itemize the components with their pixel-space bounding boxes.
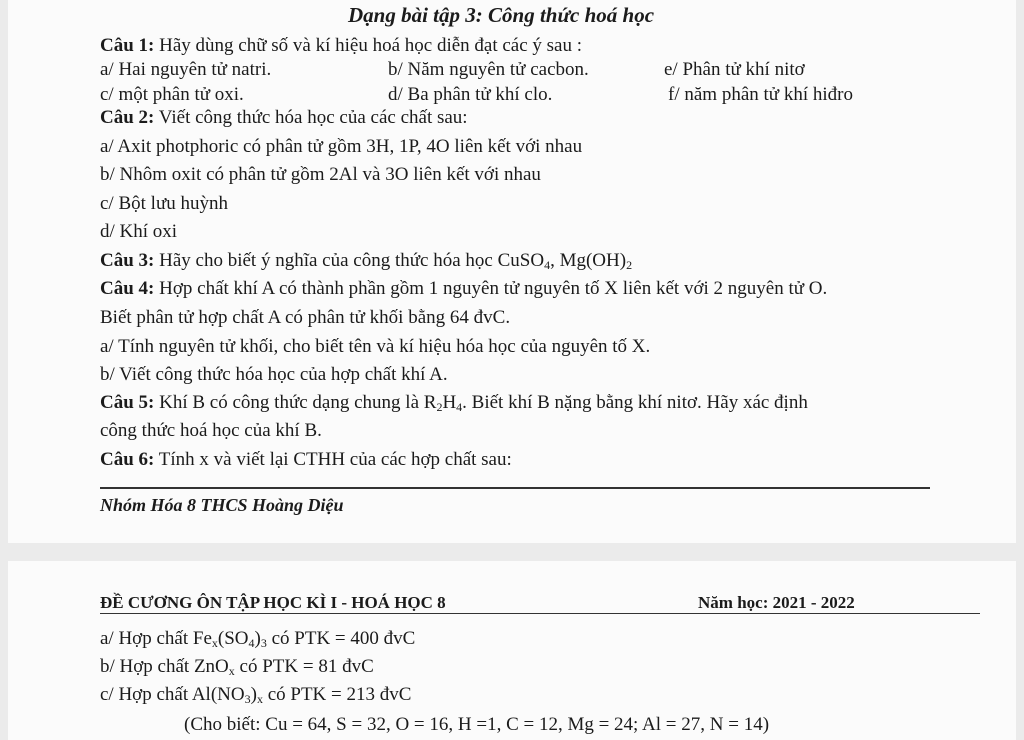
section-title: Dạng bài tập 3: Công thức hoá học xyxy=(348,3,655,27)
q2-item-b: b/ Nhôm oxit có phân tử gồm 2Al và 3O liên kết với nhau xyxy=(100,164,541,185)
q1-item-e: e/ Phân tử khí nitơ xyxy=(664,59,805,80)
q4-item-b: b/ Viết công thức hóa học của hợp chất khí A. xyxy=(100,364,448,385)
question-6: Câu 6: Tính x và viết lại CTHH của các hợp chất sau: xyxy=(100,449,512,470)
q4-line-2: Biết phân tử hợp chất A có phân tử khối bằng 64 đvC. xyxy=(100,307,511,328)
header-divider xyxy=(100,613,980,614)
outline-header: ĐỀ CƯƠNG ÔN TẬP HỌC KÌ I - HOÁ HỌC 8 xyxy=(100,593,446,612)
school-year: Năm học: 2021 - 2022 xyxy=(698,593,855,612)
question-3: Câu 3: Hãy cho biết ý nghĩa của công thức hóa học CuSO$_4$, $Mg(OH)_2$ xyxy=(100,250,633,272)
question-2: Câu 2: Viết công thức hóa học của các chất sau: xyxy=(100,107,468,128)
compound-a: a/ Hợp chất $Fe_x(SO_4)_3$ có PTK = 400 đvC xyxy=(100,628,416,650)
footer-author: Nhóm Hóa 8 THCS Hoàng Diệu xyxy=(100,495,344,515)
footer-divider xyxy=(100,487,930,489)
q2-item-a: a/ Axit photphoric có phân tử gồm 3H, 1P, 4O liên kết với nhau xyxy=(100,136,583,157)
compound-c: c/ Hợp chất $Al(NO_3)_x$ có PTK = 213 đvC xyxy=(100,684,412,706)
question-1: Câu 1: Hãy dùng chữ số và kí hiệu hoá học diễn đạt các ý sau : xyxy=(100,35,583,56)
q5-line-2: công thức hoá học của khí B. xyxy=(100,420,322,441)
q1-item-d: d/ Ba phân tử khí clo. xyxy=(388,84,553,105)
compound-b: b/ Hợp chất ZnO$_x$ có PTK = 81 đvC xyxy=(100,656,374,678)
document-page-1 xyxy=(8,0,1016,543)
q2-item-d: d/ Khí oxi xyxy=(100,221,178,242)
document-page-2 xyxy=(8,561,1016,740)
question-5: Câu 5: Khí B có công thức dạng chung là $R_2H_4$. Biết khí B nặng bằng khí nitơ. Hãy xác định xyxy=(100,392,808,414)
q2-item-c: c/ Bột lưu huỳnh xyxy=(100,193,228,214)
q1-item-f: f/ năm phân tử khí hiđro xyxy=(668,84,853,105)
q4-item-a: a/ Tính nguyên tử khối, cho biết tên và kí hiệu hóa học của nguyên tố X. xyxy=(100,336,651,357)
q1-item-a: a/ Hai nguyên tử natri. xyxy=(100,59,272,80)
atomic-mass-note: (Cho biết: Cu = 64, S = 32, O = 16, H =1, C = 12, Mg = 24; Al = 27, N = 14) xyxy=(184,714,770,735)
q1-item-b: b/ Năm nguyên tử cacbon. xyxy=(388,59,589,80)
question-4: Câu 4: Hợp chất khí A có thành phần gồm 1 nguyên tử nguyên tố X liên kết với 2 nguyên tử O. xyxy=(100,278,828,299)
q1-item-c: c/ một phân tử oxi. xyxy=(100,84,244,105)
